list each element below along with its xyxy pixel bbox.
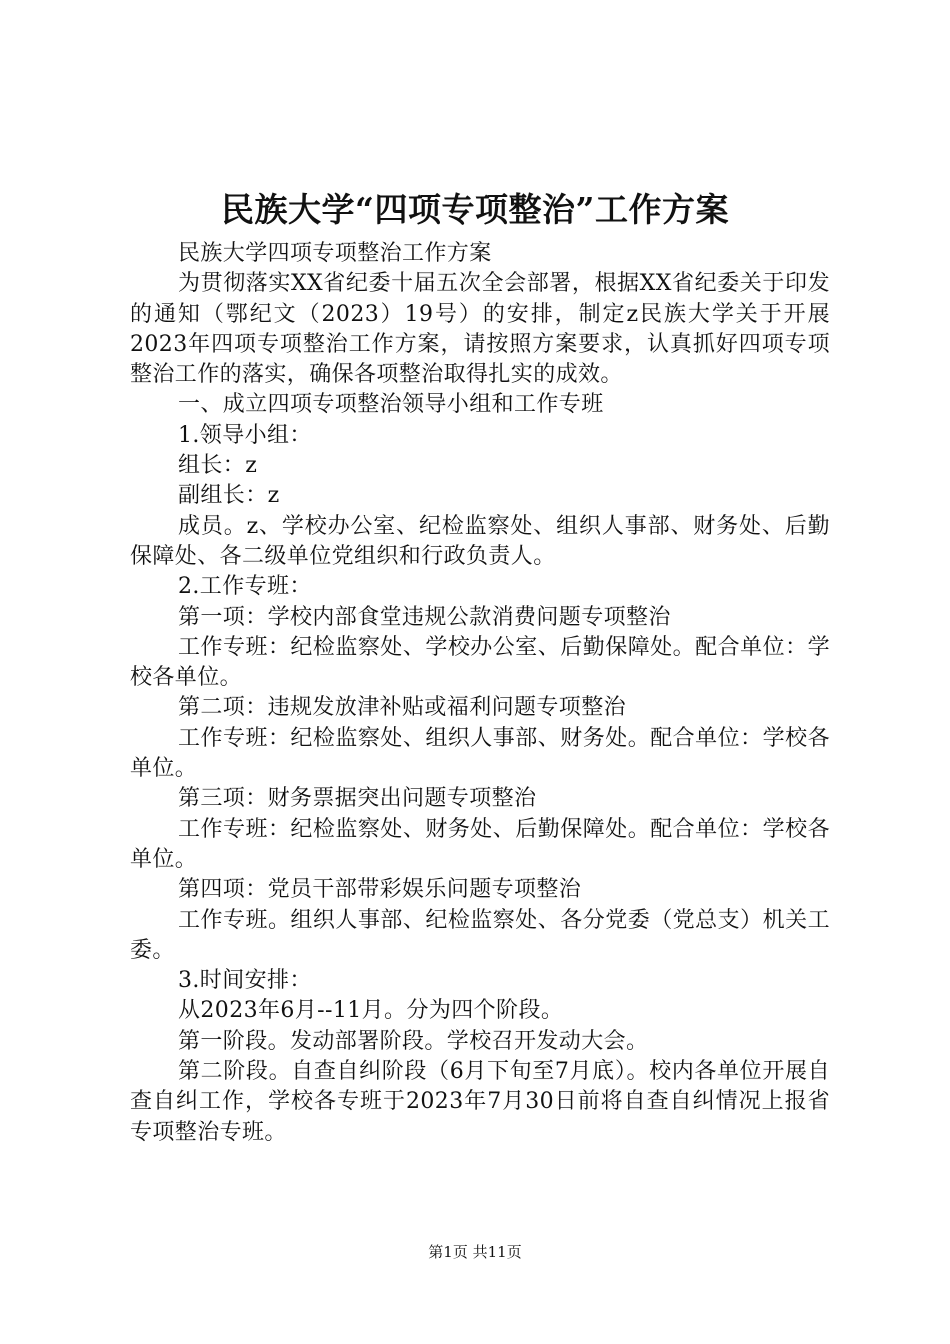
document-title: 民族大学“四项专项整治”工作方案 [221, 190, 729, 229]
page-footer: 第1页 共11页 [428, 1243, 522, 1261]
paragraph: 第三项：财务票据突出问题专项整治 [178, 786, 537, 812]
paragraph: 第二阶段。自查自纠阶段（6月下旬至7月底）。校内各单位开展自查自纠工作，学校各专班于2023年7月30日前将自查自纠情况上报省专项整治专班。 [130, 1059, 830, 1145]
subsection-heading: 2.工作专班： [178, 574, 312, 600]
paragraph: 第四项：党员干部带彩娱乐问题专项整治 [178, 877, 582, 903]
paragraph: 工作专班：纪检监察处、学校办公室、后勤保障处。配合单位：学校各单位。 [130, 634, 830, 691]
document-body [130, 239, 830, 1148]
paragraph: 从2023年6月--11月。分为四个阶段。 [178, 998, 564, 1024]
paragraph: 工作专班。组织人事部、纪检监察处、各分党委（党总支）机关工委。 [130, 907, 830, 963]
paragraph: 工作专班：纪检监察处、组织人事部、财务处。配合单位：学校各单位。 [130, 725, 830, 782]
paragraph: 组长：z [178, 453, 258, 479]
paragraph: 成员。z、学校办公室、纪检监察处、组织人事部、财务处、后勤保障处、各二级单位党组织和行政负责人。 [130, 513, 830, 569]
paragraph: 第二项：违规发放津补贴或福利问题专项整治 [178, 695, 627, 721]
paragraph: 工作专班：纪检监察处、财务处、后勤保障处。配合单位：学校各单位。 [130, 816, 830, 872]
subsection-heading: 3.时间安排： [178, 968, 312, 994]
subsection-heading: 1.领导小组： [178, 422, 312, 448]
paragraph: 第一项：学校内部食堂违规公款消费问题专项整治 [178, 604, 671, 630]
paragraph: 副组长：z [178, 483, 280, 509]
paragraph: 为贯彻落实XX省纪委十届五次全会部署，根据XX省纪委关于印发的通知（鄂纪文（2023）19号）的安排，制定z民族大学关于开展2023年四项专项整治工作方案，请按照方案要求，认真抓好四项专项整治工作的落实，确保各项整治取得扎实的成效。 [130, 271, 830, 388]
paragraph: 第一阶段。发动部署阶段。学校召开发动大会。 [178, 1028, 649, 1054]
paragraph: 民族大学四项专项整治工作方案 [178, 241, 492, 266]
section-heading: 一、成立四项专项整治领导小组和工作专班 [178, 392, 604, 418]
